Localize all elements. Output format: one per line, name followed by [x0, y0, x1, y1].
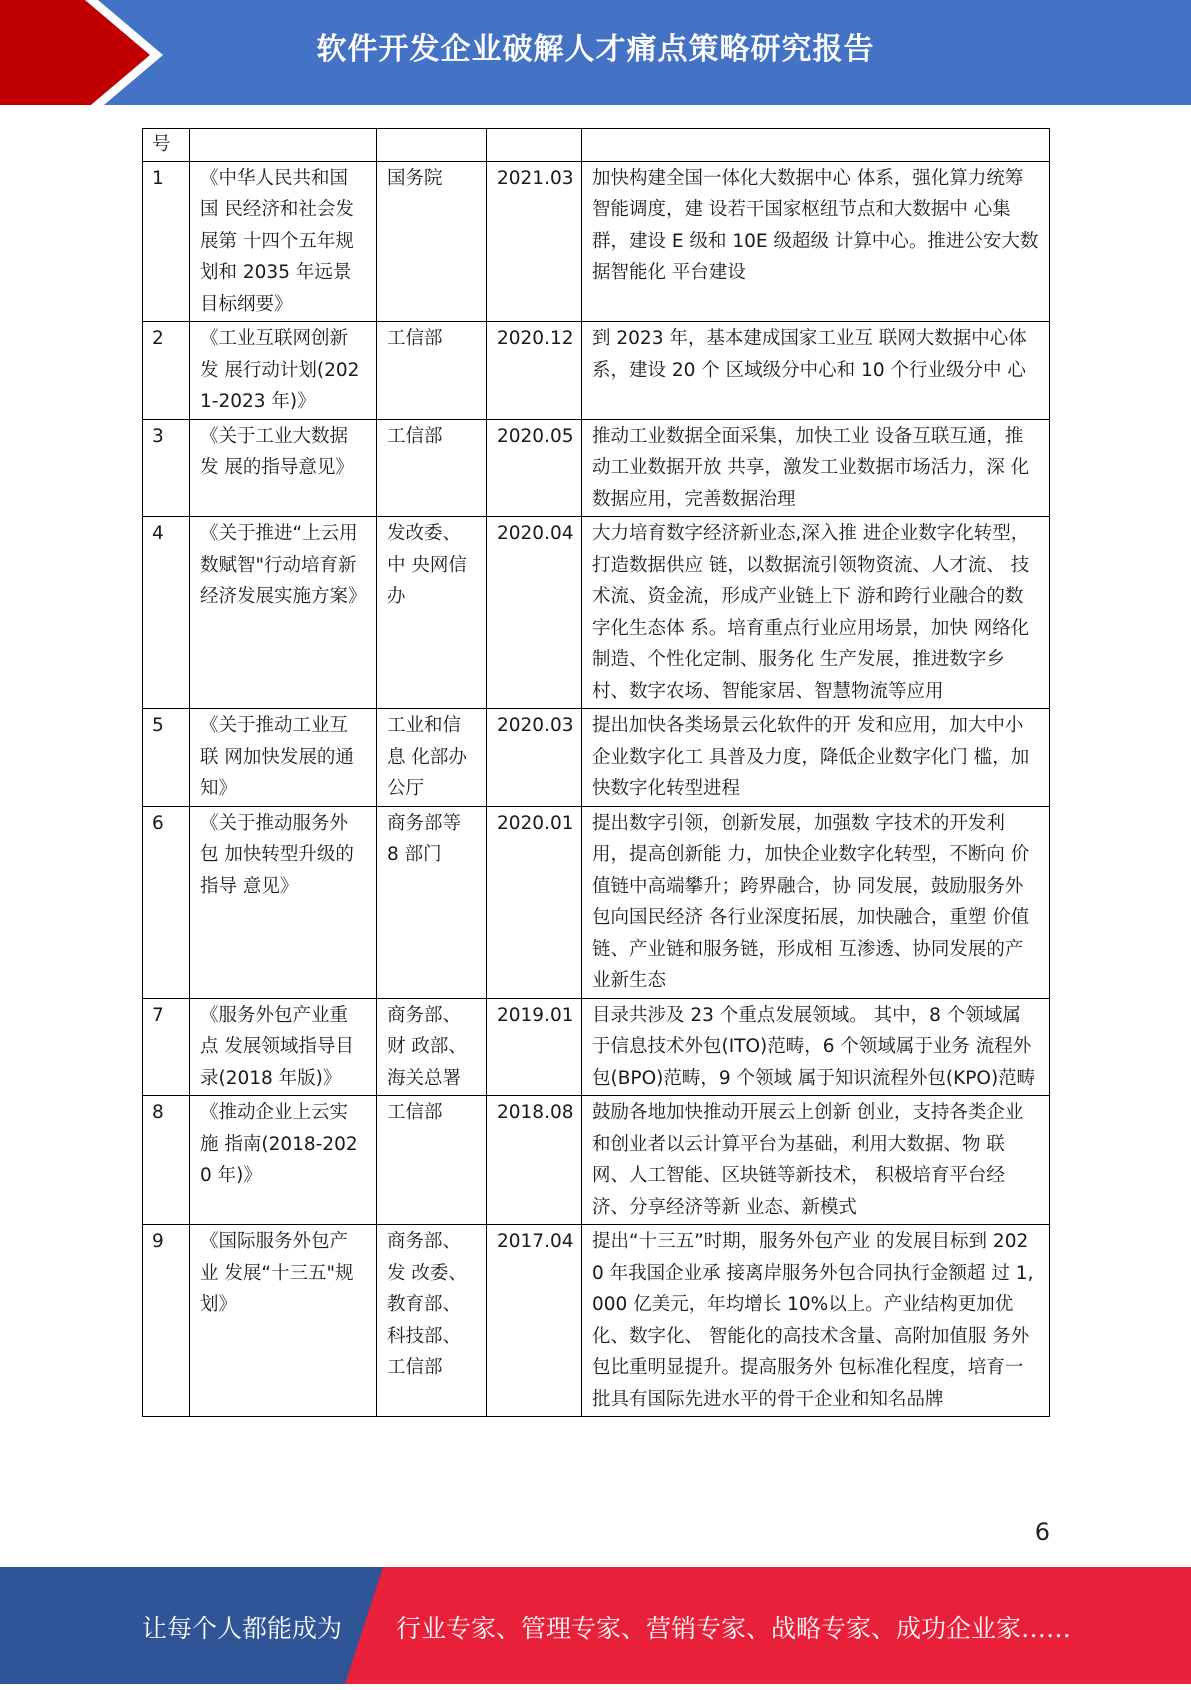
policy-content: 鼓励各地加快推动开展云上创新 创业，支持各类企业和创业者以云计算平台为基础，利用大数据、物 联网、人工智能、区块链等新技术， 积极培育平台经济、分享经济等新 业态、新模式 [582, 1096, 1050, 1225]
header-banner [0, 0, 1191, 110]
issue-date: 2021.03 [487, 161, 582, 322]
issue-date: 2020.01 [487, 806, 582, 998]
issue-date: 2019.01 [487, 998, 582, 1096]
table-row [143, 517, 1050, 709]
issuing-department: 工信部 [377, 322, 487, 420]
issuing-department: 国务院 [377, 161, 487, 322]
table-row [143, 1096, 1050, 1225]
policy-table [142, 128, 1050, 1417]
policy-title: 《关于推进“上云用 数赋智"行动培育新 经济发展实施方案》 [190, 517, 377, 709]
policy-content: 提出加快各类场景云化软件的开 发和应用，加大中小企业数字化工 具普及力度，降低企业数字化门 槛，加快数字化转型进程 [582, 709, 1050, 807]
table-row [143, 806, 1050, 998]
policy-title: 《关于推动工业互联 网加快发展的通知》 [190, 709, 377, 807]
row-number: 4 [143, 517, 190, 709]
policy-title: 《关于工业大数据发 展的指导意见》 [190, 419, 377, 517]
issuing-department: 发改委、中 央网信办 [377, 517, 487, 709]
table-row [143, 1225, 1050, 1417]
issue-date: 2020.12 [487, 322, 582, 420]
header-red-edge [0, 105, 1191, 110]
header-cell-dept [377, 129, 487, 162]
header-cell-number: 号 [143, 129, 190, 162]
row-number: 6 [143, 806, 190, 998]
row-number: 2 [143, 322, 190, 420]
row-number: 7 [143, 998, 190, 1096]
policy-title: 《关于推动服务外包 加快转型升级的指导 意见》 [190, 806, 377, 998]
footer-slogan-left: 让每个人都能成为 [142, 1614, 343, 1643]
table-row [143, 709, 1050, 807]
header-cell-title [190, 129, 377, 162]
row-number: 1 [143, 161, 190, 322]
policy-content: 加快构建全国一体化大数据中心 体系，强化算力统筹智能调度，建 设若干国家枢纽节点和大数据中 心集群，建设 E 级和 10E 级超级 计算中心。推进公安大数据智能化 平台建设 [582, 161, 1050, 322]
header-cell-date [487, 129, 582, 162]
issue-date: 2020.05 [487, 419, 582, 517]
issue-date: 2020.03 [487, 709, 582, 807]
policy-title: 《国际服务外包产业 发展“十三五"规划》 [190, 1225, 377, 1417]
issuing-department: 商务部、发 改委、教育部、科技部、工信部 [377, 1225, 487, 1417]
issuing-department: 商务部、财 政部、海关总署 [377, 998, 487, 1096]
policy-title: 《服务外包产业重点 发展领域指导目录(2018 年版)》 [190, 998, 377, 1096]
policy-title: 《推动企业上云实施 指南(2018-2020 年)》 [190, 1096, 377, 1225]
row-number: 8 [143, 1096, 190, 1225]
issue-date: 2018.08 [487, 1096, 582, 1225]
page-title: 软件开发企业破解人才痛点策略研究报告 [316, 32, 875, 67]
issue-date: 2020.04 [487, 517, 582, 709]
header-cell-content [582, 129, 1050, 162]
issuing-department: 工信部 [377, 419, 487, 517]
policy-table-container [142, 128, 1049, 1417]
table-row [143, 322, 1050, 420]
policy-content: 提出“十三五”时期，服务外包产业 的发展目标到 2020 年我国企业承 接离岸服务外包合同执行金额超 过 1,000 亿美元，年均增长 10%以上。产业结构更加优化、数字化、 智能化的高技术含量、高附加值服 务外包比重明显提升。提高服务外 包标准化程度，培育一批具有国际先进水平的骨干企业和知名品牌 [582, 1225, 1050, 1417]
policy-content: 目录共涉及 23 个重点发展领域。 其中，8 个领域属于信息技术外包(ITO)范畴，6 个领域属于业务 流程外包(BPO)范畴，9 个领域 属于知识流程外包(KPO)范畴 [582, 998, 1050, 1096]
issuing-department: 工业和信息 化部办公厅 [377, 709, 487, 807]
row-number: 5 [143, 709, 190, 807]
issuing-department: 工信部 [377, 1096, 487, 1225]
table-row [143, 998, 1050, 1096]
issue-date: 2017.04 [487, 1225, 582, 1417]
policy-content: 提出数字引领，创新发展，加强数 字技术的开发利用，提高创新能 力，加快企业数字化转型，不断向 价值链中高端攀升；跨界融合，协 同发展，鼓励服务外包向国民经济 各行业深度拓展，加快融合，重塑 价值链、产业链和服务链，形成相 互渗透、协同发展的产业新生态 [582, 806, 1050, 998]
table-header-row [143, 129, 1050, 162]
row-number: 9 [143, 1225, 190, 1417]
policy-title: 《工业互联网创新发 展行动计划(2021-2023 年)》 [190, 322, 377, 420]
footer-banner [0, 1567, 1191, 1684]
row-number: 3 [143, 419, 190, 517]
policy-content: 大力培育数字经济新业态,深入推 进企业数字化转型，打造数据供应 链，以数据流引领物资流、人才流、 技术流、资金流，形成产业链上下 游和跨行业融合的数字化生态体 系。培育重点行业应用场景，加快 网络化制造、个性化定制、服务化 生产发展，推进数字乡村、数字农场、智能家居、智慧物流等应用 [582, 517, 1050, 709]
policy-title: 《中华人民共和国国 民经济和社会发展第 十四个五年规划和 2035 年远景目标纲要》 [190, 161, 377, 322]
policy-content: 到 2023 年，基本建成国家工业互 联网大数据中心体系，建设 20 个 区域级分中心和 10 个行业级分中 心 [582, 322, 1050, 420]
issuing-department: 商务部等 8 部门 [377, 806, 487, 998]
table-row [143, 419, 1050, 517]
policy-content: 推动工业数据全面采集，加快工业 设备互联互通，推动工业数据开放 共享，激发工业数据市场活力，深 化数据应用，完善数据治理 [582, 419, 1050, 517]
table-row [143, 161, 1050, 322]
page-number: 6 [1034, 1518, 1050, 1546]
footer-slogan-right: 行业专家、管理专家、营销专家、战略专家、成功企业家…… [396, 1614, 1072, 1643]
